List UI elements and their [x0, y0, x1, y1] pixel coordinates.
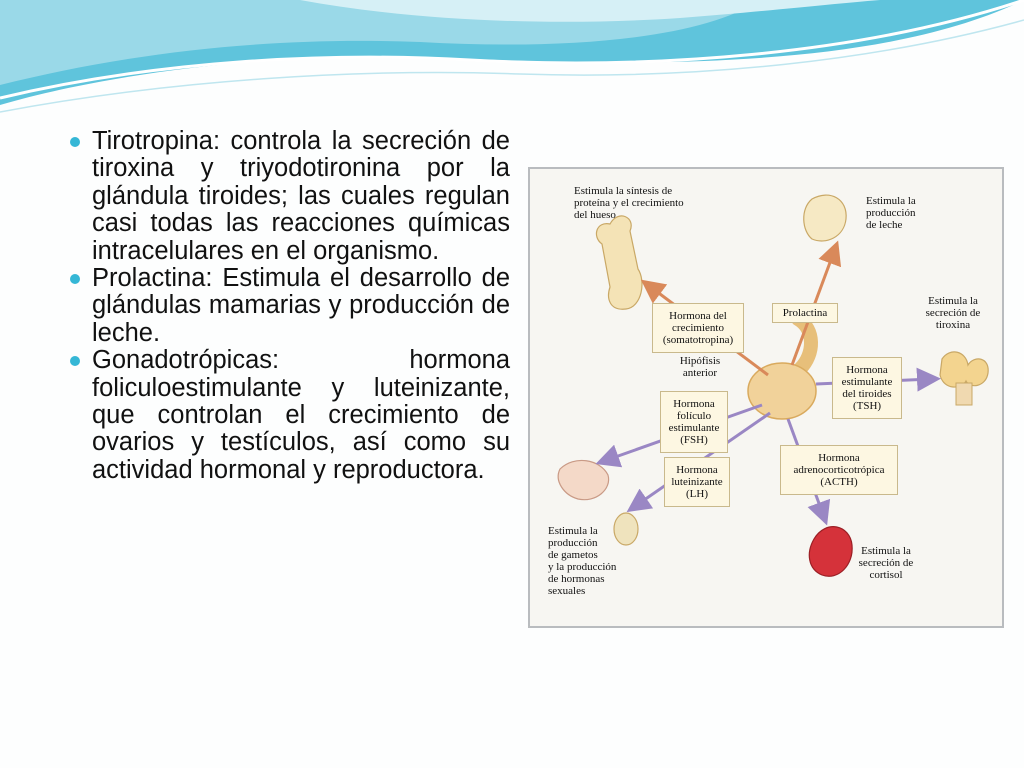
thyroid-icon	[940, 352, 988, 387]
mammary-gland-icon	[804, 195, 846, 241]
bullet-text: Gonadotrópicas: hormona foliculoestimulante y luteinizante, que controlan el crecimiento de ovarios y testículos, así como su actividad hormonal y reproductora.	[92, 346, 510, 484]
bullet-text: Tirotropina: controla la secreción de tiroxina y triyodotironina por la glándula tiroides; las cuales regulan casi todas las reacciones químicas intracelulares en el organismo.	[92, 127, 510, 265]
bullet-icon	[70, 274, 80, 284]
bullet-item-gonadotropicas	[68, 347, 510, 484]
effect-thyroxine-label: Estimula la secreción de tiroxina	[925, 295, 981, 331]
header-wave-decoration	[0, 0, 1024, 120]
pituitary-gland-icon	[748, 363, 816, 419]
bullet-item-tirotropina	[68, 128, 510, 265]
hormone-acth-box: Hormona adrenocorticotrópica (ACTH)	[780, 445, 898, 495]
pituitary-label: Hipófisis anterior	[679, 355, 721, 379]
effect-milk-label: Estimula la producción de leche	[866, 195, 916, 231]
hormone-fsh-box: Hormona folículo estimulante (FSH)	[660, 391, 728, 453]
hormone-lh-box: Hormona luteinizante (LH)	[664, 457, 730, 507]
bone-icon	[596, 216, 642, 309]
effect-gametes-label: Estimula la producción de gametos y la producción de hormonas sexuales	[548, 525, 617, 597]
hormone-gh-box: Hormona del crecimiento (somatotropina)	[652, 303, 744, 353]
effect-bone-label: Estimula la síntesis de proteína y el crecimiento del hueso	[574, 185, 684, 221]
pituitary-hormones-diagram	[528, 167, 1004, 628]
bullet-icon	[70, 137, 80, 147]
bullet-text: Prolactina: Estimula el desarrollo de glándulas mamarias y producción de leche.	[92, 264, 510, 347]
bullet-icon	[70, 356, 80, 366]
bullet-list	[68, 128, 510, 484]
ovary-icon	[558, 460, 608, 499]
bullet-item-prolactina	[68, 265, 510, 347]
trachea-icon	[956, 383, 972, 405]
effect-cortisol-label: Estimula la secreción de cortisol	[858, 545, 914, 581]
hormone-tsh-box: Hormona estimulante del tiroides (TSH)	[832, 357, 902, 419]
hormone-prolactin-box: Prolactina	[772, 303, 838, 323]
